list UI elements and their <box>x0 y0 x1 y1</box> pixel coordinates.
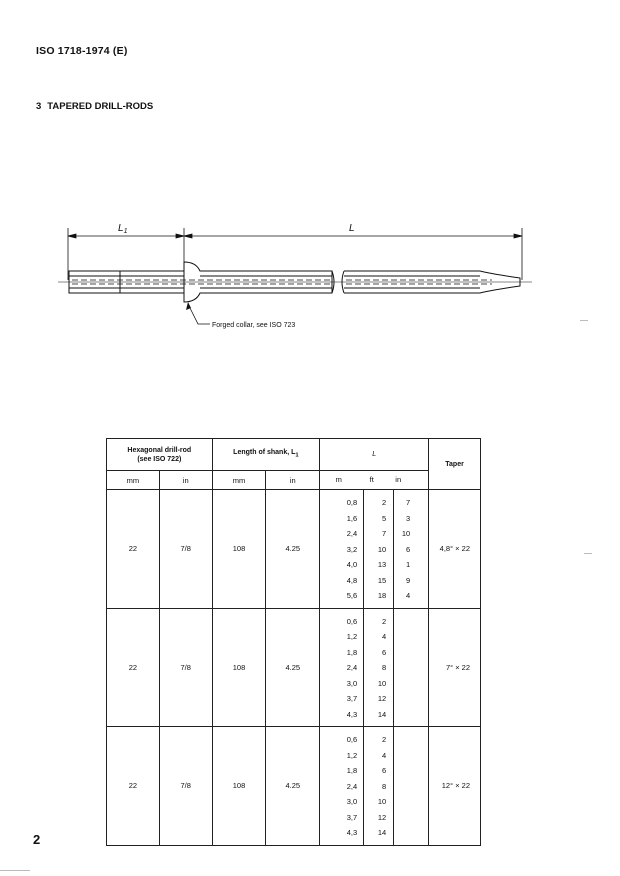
length-in-value <box>386 763 410 779</box>
hex-mm-cell: 22 <box>107 608 160 727</box>
hex-in-cell: 7/8 <box>159 727 212 846</box>
column-divider <box>363 727 364 845</box>
column-divider <box>393 609 394 727</box>
length-row <box>320 557 428 573</box>
taper-header: Taper <box>429 439 481 490</box>
table-body <box>107 490 481 846</box>
length-m-value: 5,6 <box>346 591 358 600</box>
scan-mark <box>0 870 30 871</box>
length-list-cell <box>320 608 429 727</box>
length-ft-value: 10 <box>377 797 387 806</box>
length-ft-value: 6 <box>382 647 387 657</box>
length-m-value: 4,8 <box>346 575 358 585</box>
length-list-cell <box>320 490 429 609</box>
length-ft-value: 4 <box>382 632 387 641</box>
length-in-value <box>386 810 410 826</box>
length-row <box>320 660 428 676</box>
unit-header: in <box>159 471 212 490</box>
shank-header-sub: 1 <box>295 452 299 459</box>
shank-in-cell: 4.25 <box>266 608 320 727</box>
unit-header: ft <box>369 475 374 484</box>
hex-in-cell: 7/8 <box>159 608 212 727</box>
length-row <box>320 629 428 645</box>
unit-header: in <box>266 471 320 490</box>
length-in-value <box>386 645 410 661</box>
length-ft-value: 18 <box>377 591 387 600</box>
length-row <box>320 614 428 630</box>
length-ft-value: 8 <box>382 781 387 791</box>
length-in-value: 3 <box>406 513 411 523</box>
length-m-value: 1,8 <box>346 647 358 657</box>
length-row <box>320 779 428 795</box>
length-in-value <box>386 779 410 795</box>
length-m-value: 3,0 <box>346 797 358 806</box>
section-heading <box>36 101 153 112</box>
unit-header: mm <box>212 471 266 490</box>
length-m-value: 2,4 <box>346 781 358 791</box>
table-row <box>107 608 481 727</box>
shank-mm-cell: 108 <box>212 490 266 609</box>
length-ft-value: 7 <box>382 529 387 538</box>
length-m-value: 0,8 <box>346 498 358 507</box>
length-m-value: 4,3 <box>346 709 358 719</box>
callout-label: Forged collar, see ISO 723 <box>212 322 296 329</box>
length-m-value: 1,2 <box>346 632 358 641</box>
length-ft-value: 10 <box>377 678 387 688</box>
dim-l1-label: $L_1$ <box>118 223 128 235</box>
length-ft-value: 12 <box>377 694 387 703</box>
length-row <box>320 645 428 661</box>
callout-leader <box>188 304 210 324</box>
length-ft-value: 12 <box>377 812 387 822</box>
unit-header: mm <box>107 471 160 490</box>
length-ft-value: 2 <box>382 498 387 507</box>
column-divider <box>363 490 364 608</box>
length-m-value: 1,2 <box>346 750 358 760</box>
length-ft-value: 13 <box>377 560 387 569</box>
length-m-value: 4,3 <box>346 828 358 837</box>
length-in-value <box>386 629 410 645</box>
length-in-value <box>386 614 410 630</box>
length-ft-value: 2 <box>382 735 387 744</box>
shank-mm-cell: 108 <box>212 727 266 846</box>
shank-in-cell: 4.25 <box>266 490 320 609</box>
length-m-value: 3,7 <box>346 812 358 822</box>
length-m-value: 3,2 <box>346 544 358 554</box>
hex-header-line2: (see ISO 722) <box>137 455 182 463</box>
length-m-value: 0,6 <box>346 616 358 626</box>
length-row <box>320 495 428 511</box>
shank-in-cell: 4.25 <box>266 727 320 846</box>
length-in-value: 6 <box>406 544 411 554</box>
length-row <box>320 732 428 748</box>
section-title: TAPERED DRILL-RODS <box>47 101 154 112</box>
taper-cell: 4,8° × 22 <box>429 490 481 609</box>
table-row <box>107 727 481 846</box>
column-divider <box>393 727 394 845</box>
length-row <box>320 748 428 764</box>
length-row <box>320 691 428 707</box>
length-header: L <box>320 439 429 471</box>
length-in-value: 1 <box>406 560 411 569</box>
length-in-value <box>386 825 410 841</box>
length-ft-value: 14 <box>377 709 387 719</box>
column-divider <box>363 609 364 727</box>
length-row <box>320 825 428 841</box>
length-row <box>320 526 428 542</box>
length-ft-value: 15 <box>377 575 387 585</box>
length-row <box>320 707 428 723</box>
taper-cell: 7° × 22 <box>429 608 481 727</box>
length-in-value <box>386 676 410 692</box>
length-row <box>320 588 428 604</box>
length-in-value: 9 <box>406 575 411 585</box>
hex-in-cell: 7/8 <box>159 490 212 609</box>
unit-header: m <box>335 475 342 484</box>
length-m-value: 4,0 <box>346 560 358 569</box>
dimension-lines <box>68 228 522 280</box>
length-m-value: 1,8 <box>346 766 358 775</box>
dim-l-label: L <box>349 223 355 234</box>
length-in-value <box>386 691 410 707</box>
scan-mark <box>580 320 588 321</box>
hex-mm-cell: 22 <box>107 727 160 846</box>
length-ft-value: 10 <box>377 544 387 554</box>
shank-header-text: Length of shank, L <box>233 449 296 457</box>
shank-length-header <box>212 439 320 471</box>
section-number: 3 <box>36 101 42 112</box>
length-m-value: 1,6 <box>346 513 358 523</box>
length-row <box>320 794 428 810</box>
length-in-value <box>386 732 410 748</box>
length-row <box>320 542 428 558</box>
length-in-value <box>386 707 410 723</box>
table-row <box>107 490 481 609</box>
document-header: ISO 1718-1974 (E) <box>36 45 128 57</box>
length-m-value: 0,6 <box>346 735 358 744</box>
length-m-value: 3,7 <box>346 694 358 703</box>
length-row <box>320 511 428 527</box>
length-row <box>320 573 428 589</box>
length-m-value: 3,0 <box>346 678 358 688</box>
hex-mm-cell: 22 <box>107 490 160 609</box>
drill-rod-drawing <box>0 200 620 340</box>
length-ft-value: 8 <box>382 663 387 672</box>
column-divider <box>393 490 394 608</box>
length-in-value: 10 <box>401 529 411 538</box>
length-ft-value: 6 <box>382 766 387 775</box>
length-m-value: 2,4 <box>346 529 358 538</box>
length-unit-header <box>320 471 429 490</box>
length-in-value <box>386 748 410 764</box>
length-in-value <box>386 660 410 676</box>
length-ft-value: 5 <box>382 513 387 523</box>
length-in-value <box>386 794 410 810</box>
taper-cell: 12° × 22 <box>429 727 481 846</box>
length-row <box>320 676 428 692</box>
hex-header-line1: Hexagonal drill-rod <box>127 446 192 454</box>
dimensions-table <box>106 438 481 846</box>
length-ft-value: 4 <box>382 750 387 760</box>
length-row <box>320 810 428 826</box>
length-row <box>320 763 428 779</box>
length-m-value: 2,4 <box>346 663 358 672</box>
length-in-value: 4 <box>406 591 411 600</box>
shank-mm-cell: 108 <box>212 608 266 727</box>
hex-drill-rod-header <box>107 439 213 471</box>
length-in-value: 7 <box>406 498 411 507</box>
length-ft-value: 14 <box>377 828 387 837</box>
length-list-cell <box>320 727 429 846</box>
unit-header: in <box>395 475 402 484</box>
scan-mark <box>584 553 592 554</box>
page-number: 2 <box>33 832 41 847</box>
length-ft-value: 2 <box>382 616 387 626</box>
